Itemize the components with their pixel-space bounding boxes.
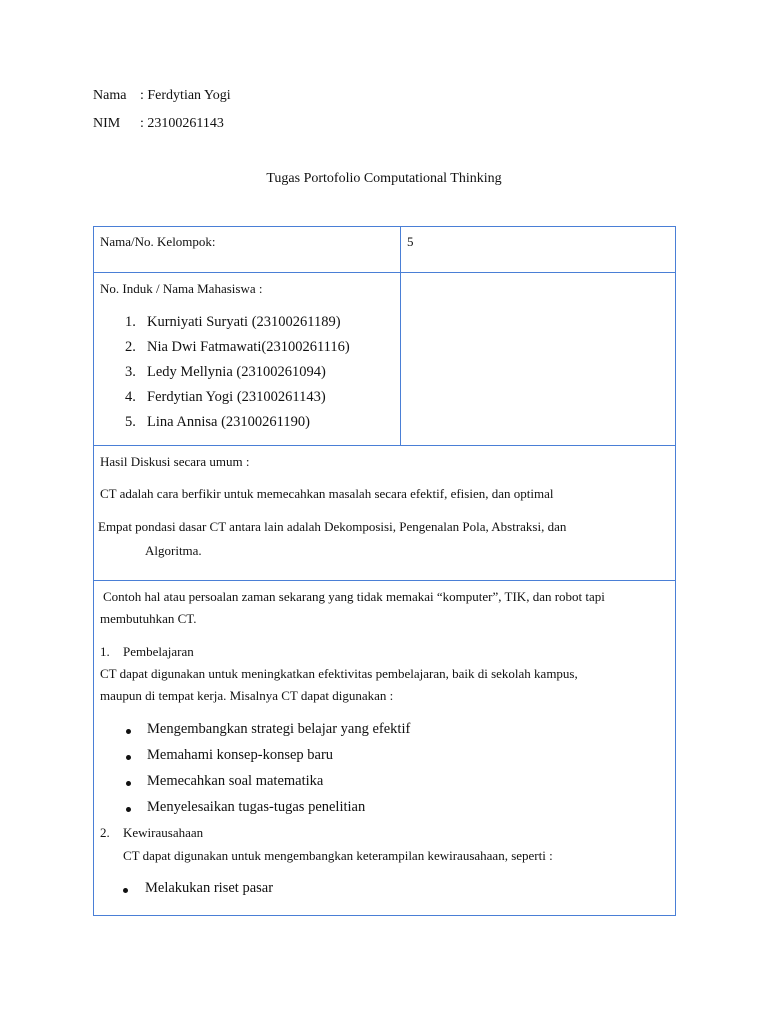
bullet-text: Melakukan riset pasar <box>145 880 274 896</box>
bullet-icon <box>126 729 131 734</box>
member-name: Ferdytian Yogi (23100261143) <box>147 389 326 405</box>
student-nim-line <box>93 116 224 132</box>
section-2-number: 2. <box>100 825 110 840</box>
section-1-number: 1. <box>100 644 110 659</box>
portfolio-table <box>93 226 676 916</box>
member-name: Lina Annisa (23100261190) <box>147 414 310 430</box>
discussion-text-2-cont: Algoritma. <box>145 543 202 558</box>
member-number: 1. <box>125 314 136 330</box>
discussion-cell <box>94 446 676 581</box>
bullet-icon <box>126 755 131 760</box>
bullet-text: Memecahkan soal matematika <box>147 773 324 789</box>
examples-intro-cont: membutuhkan CT. <box>100 611 197 626</box>
members-label: No. Induk / Nama Mahasiswa : <box>100 281 263 296</box>
member-number: 3. <box>125 364 136 380</box>
examples-cell <box>94 581 676 916</box>
nim-label: NIM <box>93 116 121 131</box>
discussion-text-2: Empat pondasi dasar CT antara lain adalah Dekomposisi, Pengenalan Pola, Abstraksi, dan <box>98 519 567 534</box>
member-number: 4. <box>125 389 136 405</box>
members-empty-cell <box>401 273 676 446</box>
bullet-icon <box>126 781 131 786</box>
student-name-line <box>93 88 231 104</box>
members-cell <box>94 273 401 446</box>
discussion-label: Hasil Diskusi secara umum : <box>100 454 250 469</box>
section-2-text: CT dapat digunakan untuk mengembangkan keterampilan kewirausahaan, seperti : <box>123 848 553 863</box>
bullet-icon <box>123 888 128 893</box>
bullet-text: Memahami konsep-konsep baru <box>147 747 334 763</box>
member-name: Kurniyati Suryati (23100261189) <box>147 314 341 330</box>
member-number: 2. <box>125 339 136 355</box>
nim-value: : 23100261143 <box>140 116 224 131</box>
section-1-title: Pembelajaran <box>123 644 194 659</box>
group-value-cell <box>401 227 676 273</box>
group-label: Nama/No. Kelompok: <box>100 234 216 249</box>
document-title: Tugas Portofolio Computational Thinking <box>266 171 502 186</box>
name-label: Nama <box>93 88 127 103</box>
members-row <box>94 273 676 446</box>
name-value: : Ferdytian Yogi <box>140 88 231 103</box>
bullet-text: Menyelesaikan tugas-tugas penelitian <box>147 799 366 815</box>
bullet-icon <box>126 807 131 812</box>
examples-row <box>94 581 676 916</box>
section-1-text: CT dapat digunakan untuk meningkatkan efektivitas pembelajaran, baik di sekolah kampus, <box>100 666 578 681</box>
discussion-text-1: CT adalah cara berfikir untuk memecahkan masalah secara efektif, efisien, dan optimal <box>100 486 554 501</box>
group-label-cell <box>94 227 401 273</box>
member-name: Nia Dwi Fatmawati(23100261116) <box>147 339 350 355</box>
section-2-title: Kewirausahaan <box>123 825 204 840</box>
member-name: Ledy Mellynia (23100261094) <box>147 364 326 380</box>
discussion-row <box>94 446 676 581</box>
group-row <box>94 227 676 273</box>
member-number: 5. <box>125 414 136 430</box>
group-value: 5 <box>407 234 414 249</box>
bullet-text: Mengembangkan strategi belajar yang efektif <box>147 721 411 737</box>
examples-intro: Contoh hal atau persoalan zaman sekarang yang tidak memakai “komputer”, TIK, dan robot tapi <box>103 589 605 604</box>
section-1-text-cont: maupun di tempat kerja. Misalnya CT dapat digunakan : <box>100 688 394 703</box>
